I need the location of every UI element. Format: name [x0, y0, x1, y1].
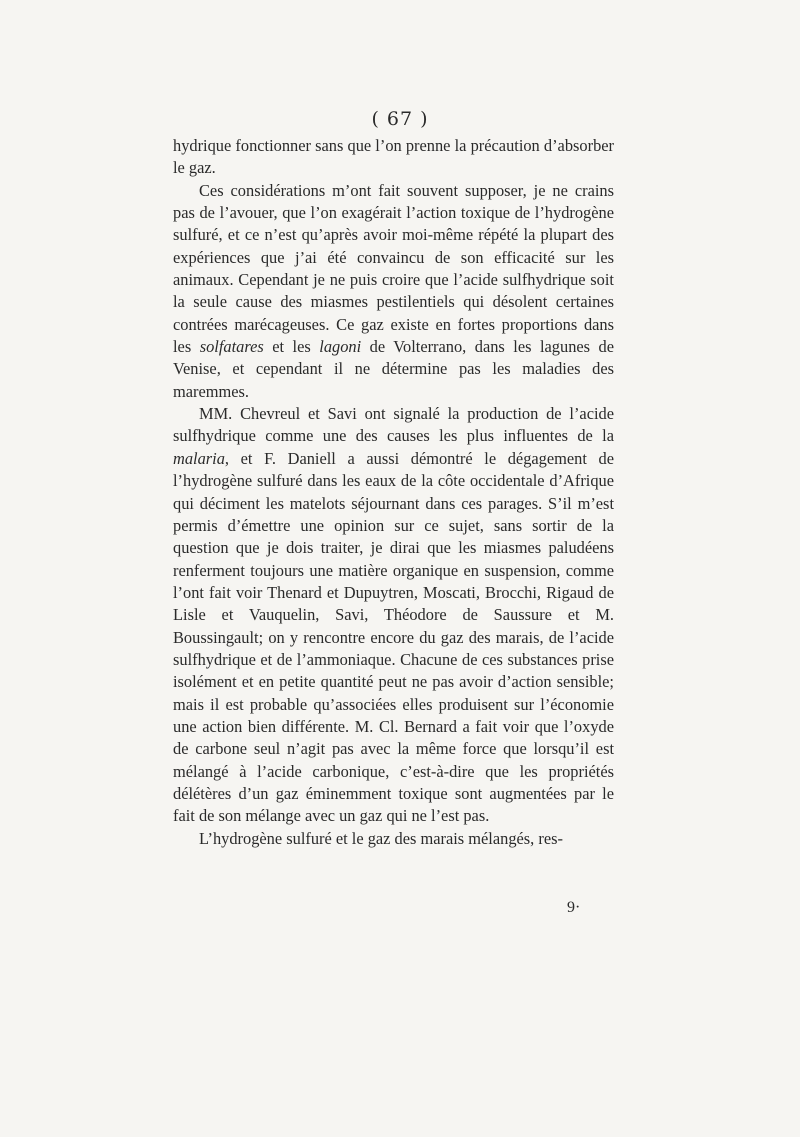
- italic-term: malaria: [173, 448, 225, 468]
- page-number: ( 67 ): [371, 108, 429, 130]
- text-run: et les: [263, 337, 320, 357]
- signature-mark: 9·: [567, 899, 581, 916]
- text-run: hydrique fonctionner sans que l’on prenne la précaution d’absorber le gaz.: [173, 136, 614, 178]
- text-run: MM. Chevreul et Savi ont signalé la production de l’acide sulfhydrique comme une des causes les plus influentes de la: [173, 404, 614, 446]
- text-run: L’hydrogène sulfuré et le gaz des marais mélangés, res-: [199, 828, 563, 848]
- paragraph: [173, 180, 614, 403]
- text-run: Ces considérations m’ont fait souvent supposer, je ne crains pas de l’avouer, que l’on exagérait l’action toxique de l’hydrogène sulfuré, et ce n’est qu’après avoir moi-même répété la plupart des expériences que j’ai été convaincu de son efficacité sur les animaux. Cependant je ne puis croire que l’acide sulfhydrique soit la seule cause des miasmes pestilentiels qui désolent certaines contrées marécageuses. Ce gaz existe en fortes proportions dans les: [173, 180, 614, 357]
- body-text: [173, 135, 614, 850]
- paragraph: [173, 135, 614, 180]
- text-run: , et F. Daniell a aussi démontré le dégagement de l’hydrogène sulfuré dans les eaux de la côte occidentale d’Afrique qui déciment les matelots séjournant dans ces parages. S’il m’est permis d’émettre une opinion sur ce sujet, sans sortir de la question que je dois traiter, je dirai que les miasmes paludéens renferment toujours une matière organique en suspension, comme l’ont fait voir Thenard et Dupuytren, Moscati, Brocchi, Rigaud de Lisle et Vauquelin, Savi, Théodore de Saussure et M. Boussingault; on y rencontre encore du gaz des marais, de l’acide sulfhydrique et de l’ammoniaque. Chacune de ces substances prise isolément et en petite quantité peut ne pas avoir d’action sensible; mais il est probable qu’associées elles produisent sur l’économie une action bien différente. M. Cl. Bernard a fait voir que l’oxyde de carbone seul n’agit pas avec la même force que lorsqu’il est mélangé à l’acide carbonique, c’est-à-dire que les propriétés délétères d’un gaz éminemment toxique sont augmentées par le fait de son mélange avec un gaz qui ne l’est pas.: [173, 448, 614, 826]
- italic-term: lagoni: [319, 337, 362, 357]
- paragraph: [173, 828, 614, 850]
- paragraph: [173, 403, 614, 828]
- text-run: de Volterrano, dans les lagunes de Venise, et cependant il ne détermine pas les maladies des maremmes.: [173, 337, 615, 401]
- italic-term: solfatares: [199, 337, 264, 357]
